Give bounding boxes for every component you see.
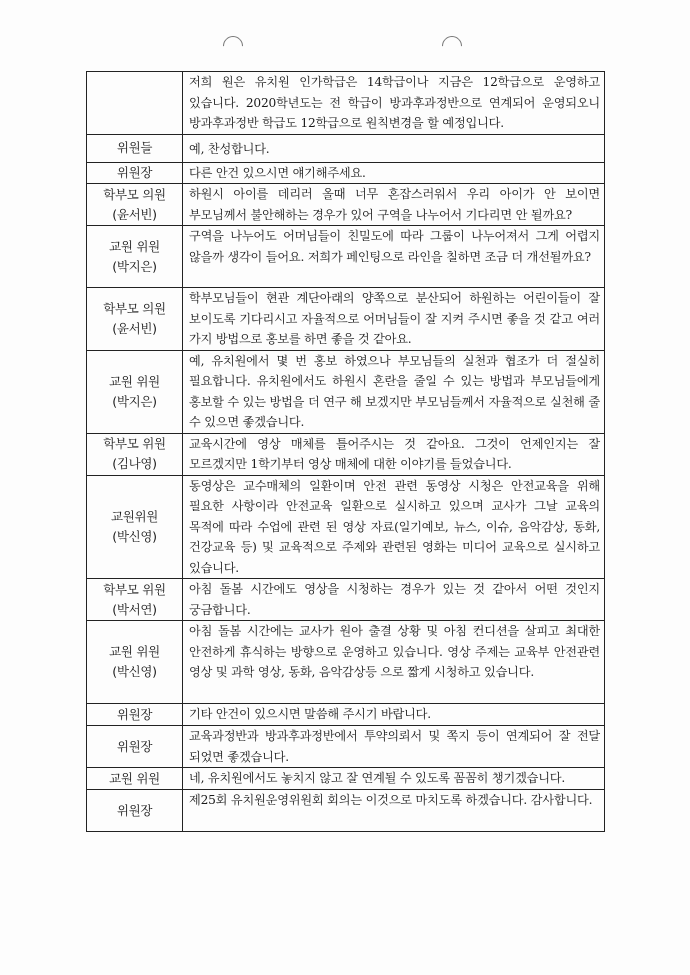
speaker-role: 학부모 위원 — [103, 436, 166, 451]
table-row — [87, 433, 605, 475]
table-row — [87, 226, 605, 288]
speaker-cell — [87, 350, 183, 433]
speech-cell: 아침 돌봄 시간에도 영상을 시청하는 경우가 있는 것 같아서 어떤 것인지 궁금합니다. — [183, 579, 605, 621]
speaker-cell — [87, 162, 183, 184]
speech-cell: 네, 유치원에서도 놓치지 않고 잘 연계될 수 있도록 꼼꼼히 챙기겠습니다. — [183, 768, 605, 790]
speaker-name: (박지은) — [112, 393, 157, 409]
speaker-role: 교원 위원 — [109, 238, 160, 254]
speaker-cell — [87, 433, 183, 475]
speaker-cell — [87, 72, 183, 135]
speech-cell: 기타 안건이 있으시면 말씀해 주시기 바랍니다. — [183, 704, 605, 726]
speaker-cell — [87, 768, 183, 790]
speaker-role: 교원위원 — [110, 508, 159, 524]
speaker-role: 교원 위원 — [109, 373, 160, 389]
speech-cell: 아침 돌봄 시간에는 교사가 원아 출결 상황 및 아침 컨디션을 살피고 최대한 안전하게 휴식하는 방향으로 운영하고 있습니다. 영상 주제는 교육부 안전관련 영상 및 과학 영상, 동화, 음악감상등 으로 짧게 시청하고 있습니다. — [183, 621, 605, 704]
binder-hole-mark — [438, 32, 466, 60]
speaker-cell — [87, 621, 183, 704]
speaker-name: (박신영) — [112, 664, 157, 679]
speech-cell: 학부모님들이 현관 계단아래의 양쪽으로 분산되어 하원하는 어린이들이 잘 보이도록 기다리시고 자율적으로 어머님들이 잘 지켜 주시면 좋을 것 같고 여러 가지 방법으로 홍보를 하면 좋을 것 같아요. — [183, 288, 605, 351]
speech-cell: 저희 원은 유치원 인가학급은 14학급이나 지금은 12학급으로 운영하고 있습니다. 2020학년도는 전 학급이 방과후과정반으로 연계되어 운영되오니 방과후과정반 학급도 12학급으로 원칙변경을 할 예정입니다. — [183, 72, 605, 135]
speaker-cell — [87, 726, 183, 768]
speaker-name: (윤서빈) — [112, 320, 157, 336]
table-row — [87, 704, 605, 726]
speaker-cell — [87, 579, 183, 621]
speech-cell: 동영상은 교수매체의 일환이며 안전 관련 동영상 시청은 안전교육을 위해 필요한 사항이라 안전교육 일환으로 실시하고 있으며 교사가 그날 교육의 목적에 따라 수업에 관련 된 영상 자료(일기예보, 뉴스, 이슈, 음악감상, 동화,건강교육 등) 및 교육적으로 주제와 관련된 영화는 미디어 교육으로 실시하고 있습니다. — [183, 475, 605, 579]
speaker-role: 학부모 의원 — [103, 186, 166, 202]
speaker-role: 학부모 의원 — [103, 300, 166, 316]
speaker-role: 위원장 — [116, 706, 153, 722]
table-row — [87, 288, 605, 351]
speaker-role: 위원장 — [116, 738, 153, 754]
meeting-minutes-table — [86, 71, 605, 832]
speaker-cell — [87, 134, 183, 162]
speech-cell: 예, 유치원에서 몇 번 홍보 하였으나 부모님들의 실천과 협조가 더 절실히 필요합니다. 유치원에서도 하원시 혼란을 줄일 수 있는 방법과 부모님들에게 홍보할 수 있는 방법을 더 연구 해 보겠지만 부모님들께서 자율적으로 실천해 줄 수 있으면 좋겠습니다. — [183, 350, 605, 433]
speaker-name: (윤서빈) — [112, 206, 157, 222]
speech-cell: 하원시 아이를 데리러 올때 너무 혼잡스러워서 우리 아이가 안 보이면 부모님께서 불안해하는 경우가 있어 구역을 나누어서 기다리면 안 될까요? — [183, 184, 605, 226]
table-row — [87, 134, 605, 162]
speaker-cell — [87, 704, 183, 726]
speaker-role: 위원장 — [116, 164, 153, 180]
speaker-name: (박신영) — [112, 528, 157, 544]
table-row — [87, 350, 605, 433]
binder-hole-mark — [219, 32, 247, 60]
table-row — [87, 475, 605, 579]
table-row — [87, 790, 605, 832]
speaker-cell — [87, 226, 183, 288]
speech-cell: 제25회 유치원운영위원회 회의는 이것으로 마치도록 하겠습니다. 감사합니다. — [183, 790, 605, 832]
speaker-role: 위원장 — [116, 802, 153, 818]
speaker-cell — [87, 790, 183, 832]
table-row — [87, 162, 605, 184]
speech-cell: 구역을 나누어도 어머님들이 친밀도에 따라 그룹이 나누어져서 그게 어렵지 않을까 생각이 들어요. 저희가 페인팅으로 라인을 칠하면 조금 더 개선될까요? — [183, 226, 605, 288]
speaker-cell — [87, 184, 183, 226]
speaker-role: 학부모 위원 — [103, 581, 166, 597]
table-row — [87, 184, 605, 226]
speaker-role: 교원 위원 — [109, 770, 160, 786]
table-row — [87, 621, 605, 704]
table-row — [87, 768, 605, 790]
speech-cell: 교육과정반과 방과후과정반에서 투약의뢰서 및 쪽지 등이 연계되어 잘 전달 되었면 좋겠습니다. — [183, 726, 605, 768]
speech-cell: 교육시간에 영상 매체를 틀어주시는 것 같아요. 그것이 언제인지는 잘 모르겠지만 1학기부터 영상 매체에 대한 이야기를 들었습니다. — [183, 433, 605, 475]
speaker-name: (박지은) — [112, 258, 157, 274]
speaker-role: 교원 위원 — [109, 644, 160, 659]
speaker-name: (박서연) — [112, 601, 157, 617]
speaker-role: 위원들 — [116, 140, 153, 155]
table-row — [87, 579, 605, 621]
table-row — [87, 726, 605, 768]
speech-cell: 예, 찬성합니다. — [183, 134, 605, 162]
speaker-name: (김나영) — [112, 456, 157, 471]
speaker-cell — [87, 475, 183, 579]
speaker-cell — [87, 288, 183, 351]
table-row — [87, 72, 605, 135]
speech-cell: 다른 안건 있으시면 얘기해주세요. — [183, 162, 605, 184]
